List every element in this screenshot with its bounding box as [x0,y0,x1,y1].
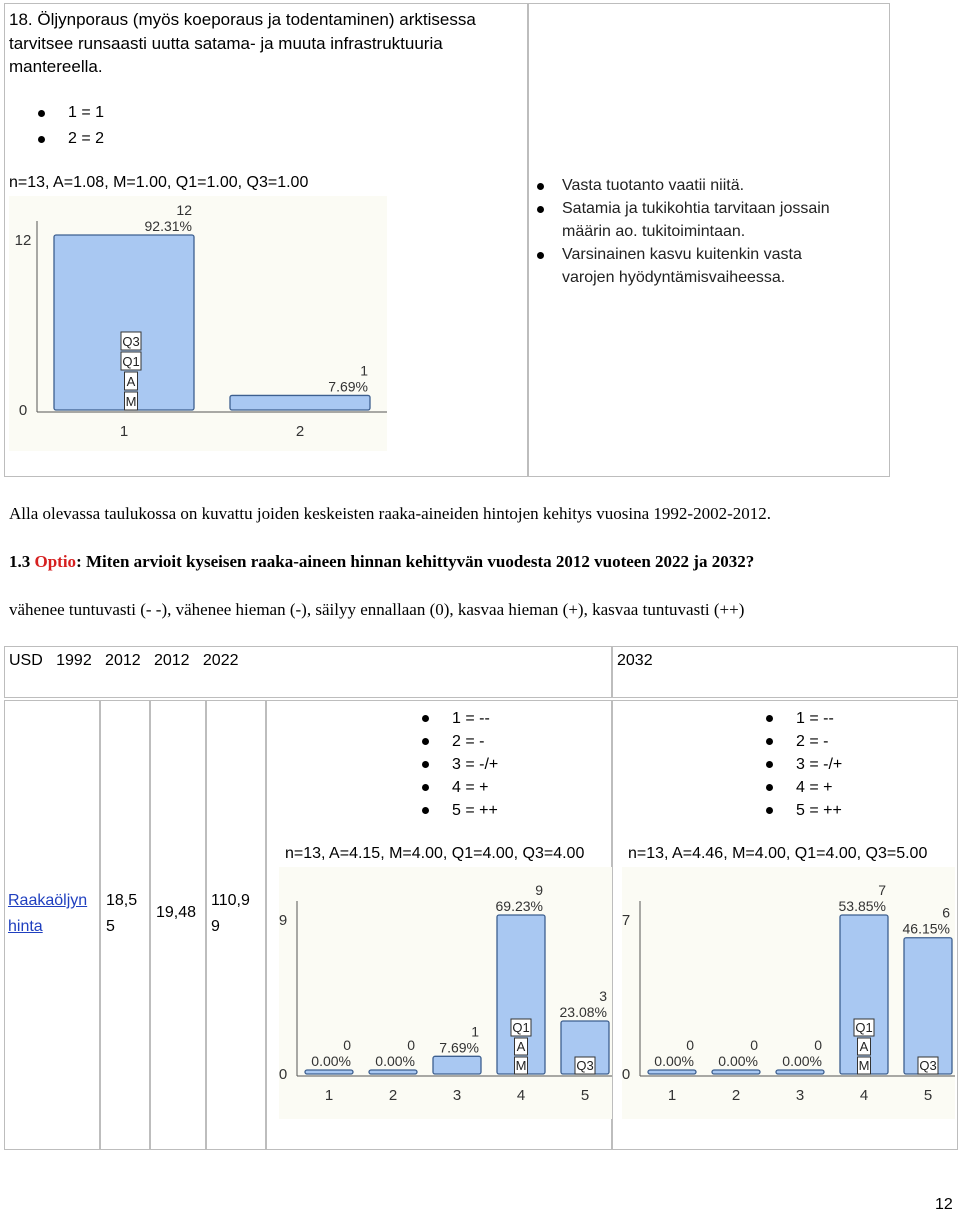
bar-percent-label: 69.23% [495,898,543,914]
bar-count-label: 9 [535,882,543,898]
marker-q1: Q1 [122,354,140,369]
bar-percent-label: 0.00% [654,1053,694,1069]
bar-chart-2022 [279,867,612,1119]
bar-count-label: 0 [686,1037,694,1053]
bar-percent-label: 53.85% [838,898,886,914]
value-2012: 19,48 [156,904,197,921]
table-cell-2012 [150,700,206,1150]
bar-percent-label: 0.00% [375,1053,415,1069]
bar-count-label: 6 [942,904,950,921]
marker-a: A [859,1039,869,1054]
y-min-label: 0 [622,1066,631,1083]
bar-count-label: 1 [360,362,368,379]
q18-legend [40,100,104,152]
table-header-2032: 2032 [617,652,653,669]
legend-item: 1 = 1 [40,100,104,126]
y-min-label: 0 [18,402,28,419]
category-label: 4 [859,1087,869,1104]
bar-percent-label: 7.69% [328,378,368,395]
q18-bar-chart [9,196,387,451]
bar-1 [305,1070,353,1074]
bar-percent-label: 46.15% [902,920,950,937]
bar-2 [712,1070,760,1074]
question-text: 1.3 Optio: Miten arvioit kyseisen raaka-aineen hinnan kehittyvän vuodesta 2012 vuoteen 2022 ja 2032? [9,552,755,571]
bar-percent-label: 92.31% [144,218,192,234]
marker-a: A [126,374,136,389]
bar-3 [776,1070,824,1074]
marker-m: M [515,1058,527,1073]
stats-2022: n=13, A=4.15, M=4.00, Q1=4.00, Q3=4.00 [285,845,585,862]
bar-2 [230,395,370,410]
bar-count-label: 0 [814,1037,822,1053]
bar-5 [904,938,952,1074]
intro-text: Alla olevassa taulukossa on kuvattu joiden keskeisten raaka-aineiden hintojen kehitys vuosina 1992-2002-2012. [9,504,771,523]
bar-count-label: 1 [471,1023,479,1040]
marker-m: M [125,394,137,409]
q18-comments: Vasta tuotanto vaatii niitä. Satamia ja tukikohtia tarvitaan jossain määrin ao. tukitoimintaan. Varsinainen kasvu kuitenkin vasta varojen hyödyntämisvaiheessa. [562,174,882,289]
category-label: 2 [295,423,305,440]
bar-percent-label: 0.00% [718,1053,758,1069]
scale-text: vähenee tuntuvasti (- -), vähenee hieman (-), säilyy ennallaan (0), kasvaa hieman (+), kasvaa tuntuvasti (++) [9,600,745,619]
table-header-right [612,646,958,698]
marker-q3: Q3 [919,1058,937,1073]
category-label: 2 [731,1087,741,1104]
page-number: 12 [935,1196,953,1213]
bar-count-label: 0 [750,1037,758,1053]
q18-title: 18. Öljynporaus (myös koeporaus ja todentaminen) arktisessa tarvitsee runsaasti uutta satama- ja muuta infrastruktuuria mantereella. [9,10,476,76]
bar-count-label: 3 [599,988,607,1004]
marker-m: M [858,1058,870,1073]
category-label: 5 [580,1087,590,1104]
q18-stats: n=13, A=1.08, M=1.00, Q1=1.00, Q3=1.00 [9,174,309,191]
bar-percent-label: 0.00% [311,1053,351,1069]
stats-2032: n=13, A=4.46, M=4.00, Q1=4.00, Q3=5.00 [628,845,928,862]
legend-2032: 1 = -- 2 = - 3 = -/+ 4 = + 5 = ++ [796,707,842,822]
marker-q1: Q1 [512,1020,530,1035]
category-label: 4 [516,1087,526,1104]
category-label: 2 [388,1087,398,1104]
category-label: 3 [795,1087,805,1104]
y-max-label: 7 [622,912,631,929]
q18-chart [9,196,387,451]
bar-1 [648,1070,696,1074]
table-header: USD 1992 2012 2012 2022 [9,652,239,669]
bar-2 [369,1070,417,1074]
marker-q3: Q3 [122,334,140,349]
chart-2022 [279,867,612,1119]
category-label: 1 [324,1087,334,1104]
bar-count-label: 7 [878,882,886,898]
bar-percent-label: 0.00% [782,1053,822,1069]
marker-a: A [516,1039,526,1054]
bar-3 [433,1056,481,1074]
bar-percent-label: 23.08% [559,1004,607,1020]
bar-chart-2032 [622,867,955,1119]
row-label[interactable] [8,888,87,940]
bar-count-label: 12 [176,202,192,218]
value-2012b: 110,9 9 [211,892,250,935]
chart-2032 [622,867,955,1119]
legend-item: 2 = 2 [40,126,104,152]
bar-count-label: 0 [407,1037,415,1053]
y-min-label: 0 [279,1066,288,1083]
legend-2022: 1 = -- 2 = - 3 = -/+ 4 = + 5 = ++ [452,707,498,822]
y-max-label: 9 [279,912,288,929]
category-label: 1 [667,1087,677,1104]
category-label: 5 [923,1087,933,1104]
bar-count-label: 0 [343,1037,351,1053]
bar-percent-label: 7.69% [439,1039,479,1056]
marker-q3: Q3 [576,1058,594,1073]
category-label: 1 [119,423,129,440]
marker-q1: Q1 [855,1020,873,1035]
value-1992: 18,5 5 [106,892,138,935]
raakaoljyn-link[interactable]: Raakaöljyn hinta [8,892,88,935]
y-max-label: 12 [14,232,32,249]
category-label: 3 [452,1087,462,1104]
